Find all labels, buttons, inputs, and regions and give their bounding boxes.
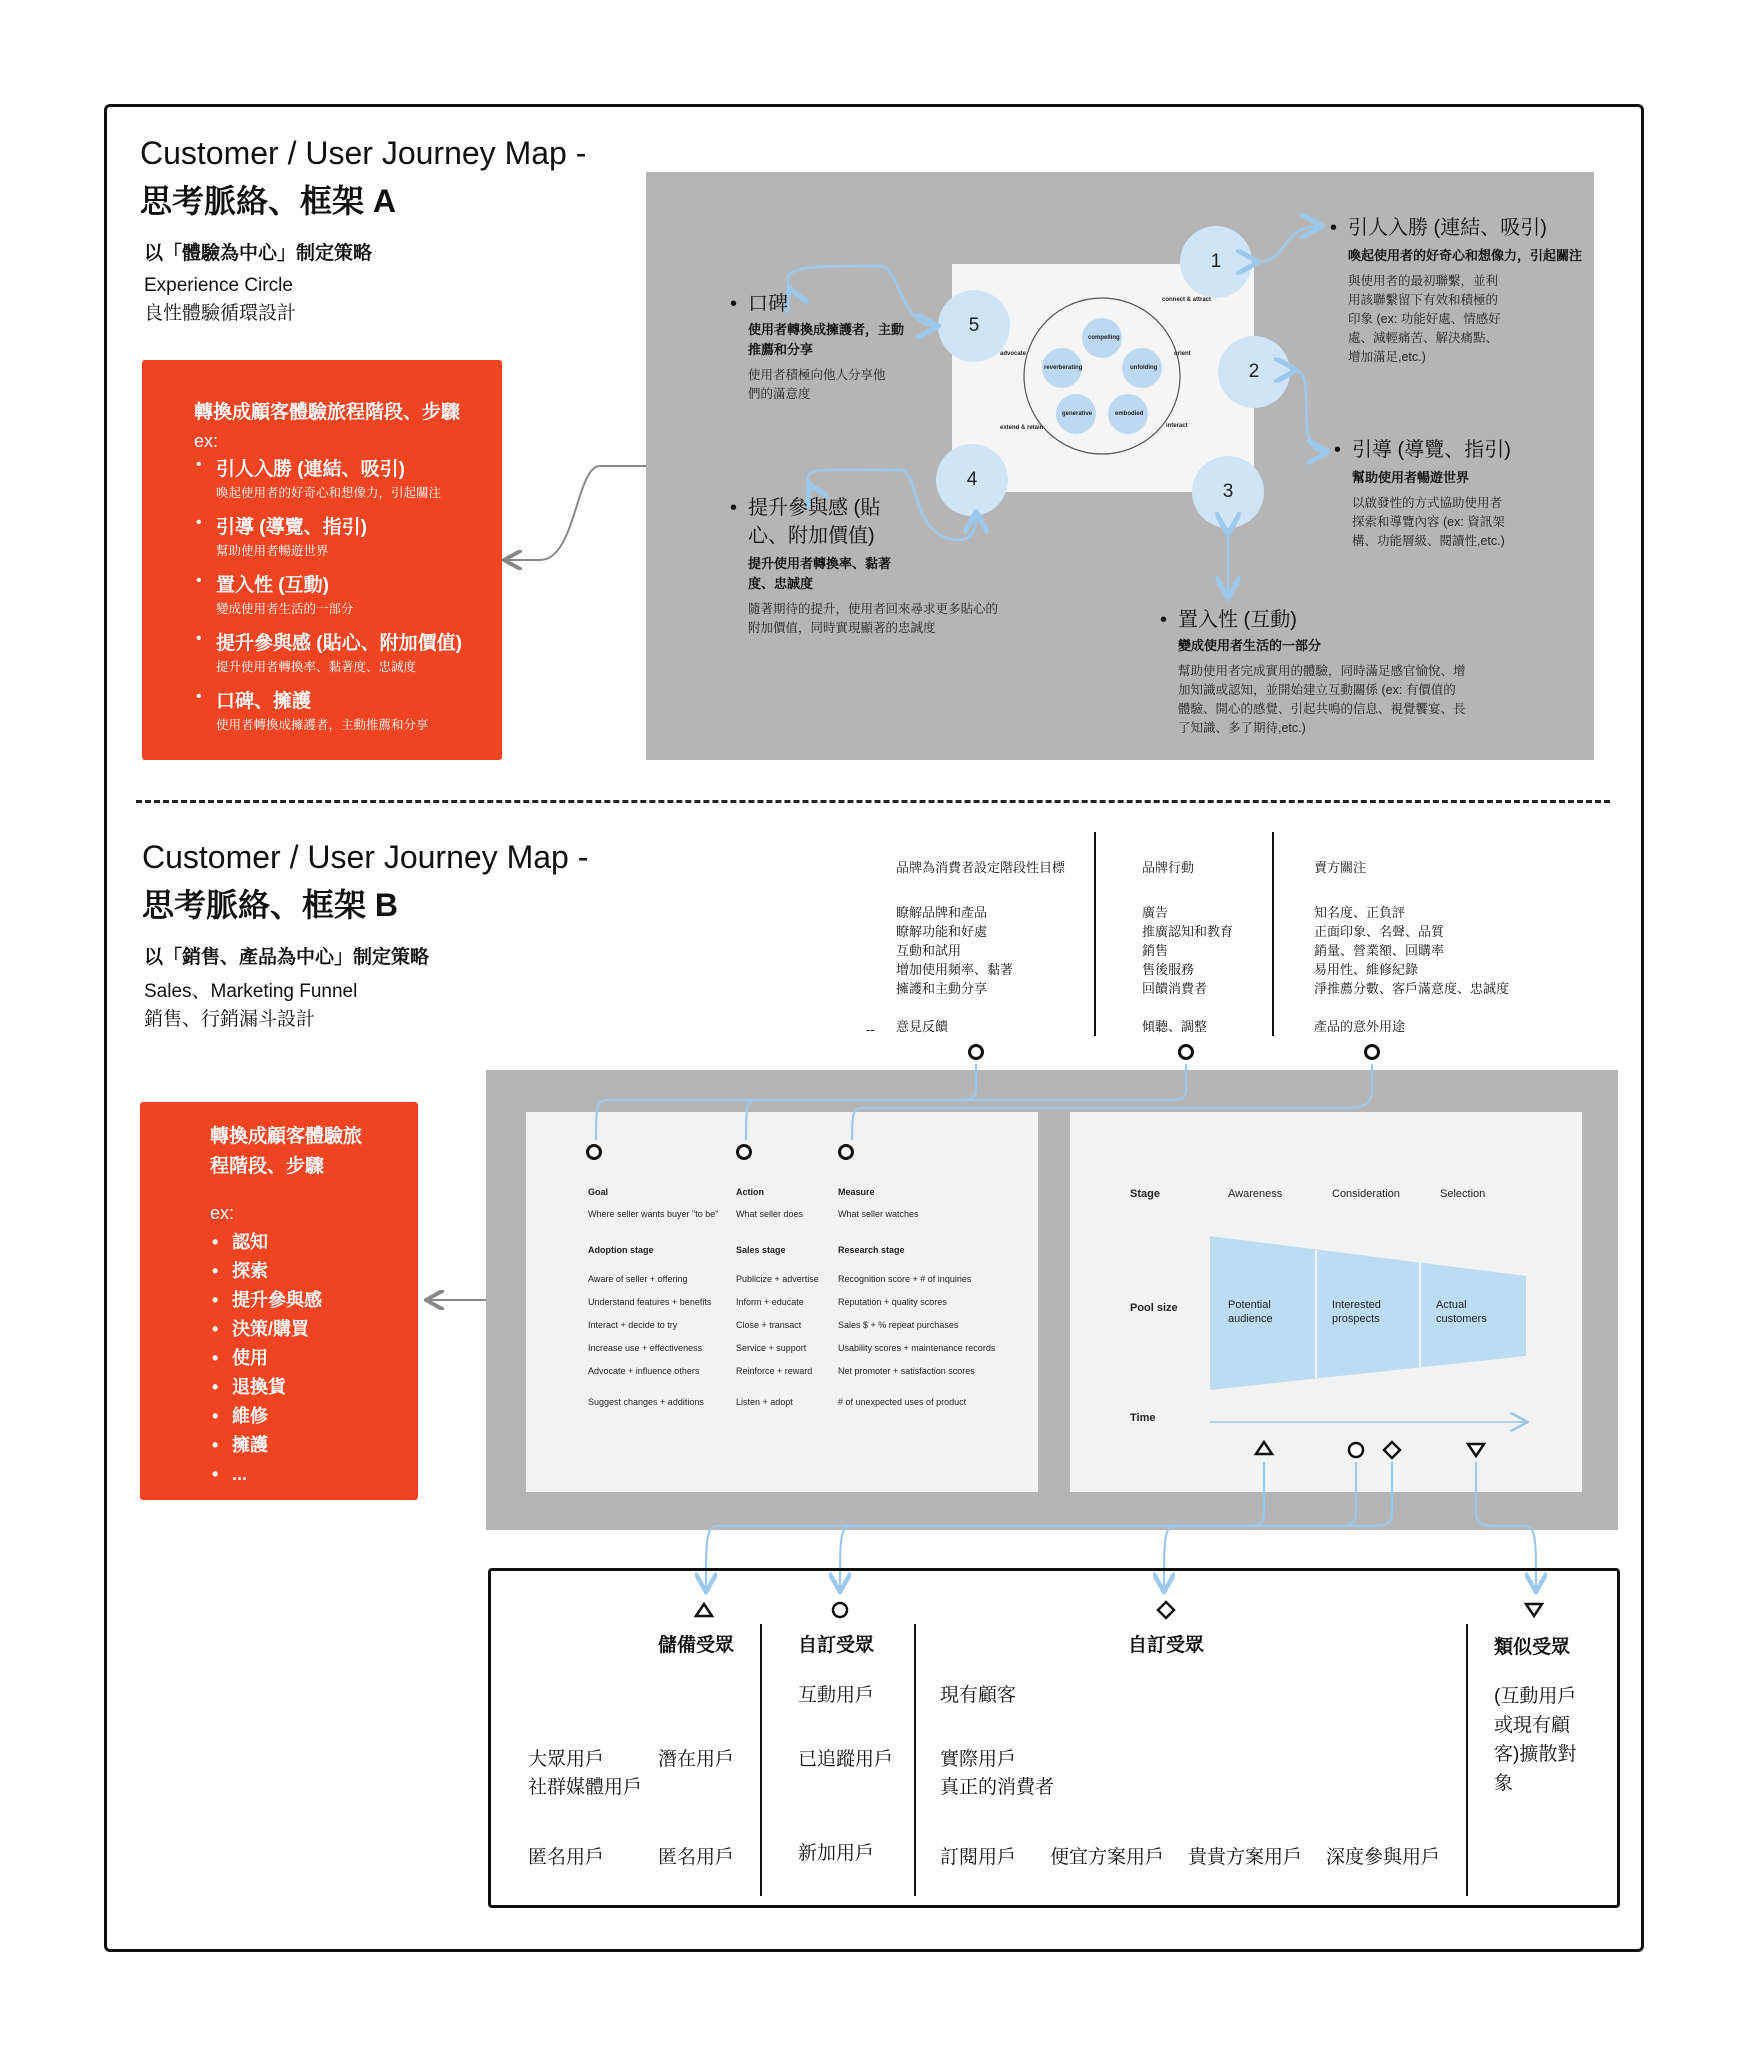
stage-circle-2: 2 (1218, 336, 1290, 408)
audience-item: 互動用戶 (798, 1685, 875, 1706)
section-a-desc-line1: Experience Circle (144, 275, 293, 296)
callout-2-title: • 引導 (導覽、指引) (1334, 436, 1594, 464)
red-b-item: • ... (210, 1460, 418, 1489)
audience-item: 新加用戶 (798, 1843, 875, 1864)
top-col-2-items: 廣告 推廣認知和教育 銷售 售後服務 回饋消費者 (1142, 905, 1234, 996)
callout-3-title: • 置入性 (互動) (1160, 606, 1500, 634)
red-item-label: • 口碑、擁護 (216, 691, 312, 712)
funnel-pool-label: Pool size (1130, 1302, 1178, 1314)
stage-circle-5: 5 (938, 290, 1010, 362)
audience-item: 貴貴方案用戶 (1188, 1847, 1303, 1868)
callout-5-bold: 使用者轉換成擁護者，主動 推薦和分享 (748, 322, 905, 357)
funnel-time-label: Time (1130, 1412, 1156, 1424)
red-b-item: • 探索 (210, 1257, 418, 1286)
audience-item: 訂閱用戶 (940, 1847, 1017, 1868)
red-item-desc: 幫助使用者暢遊世界 (216, 544, 329, 558)
callout-4-title-l2: 心、附加價值) (748, 525, 875, 547)
stage-note: extend & retain (1000, 425, 1044, 431)
stage-note: interact (1166, 423, 1188, 429)
audience-col-divider (1466, 1624, 1468, 1896)
audience-col1-header: 儲備受眾 (658, 1635, 735, 1656)
card-col-head: Action (736, 1187, 764, 1197)
callout-5-desc: 使用者積極向他人分享他 們的滿意度 (748, 368, 886, 401)
callout-3-bold: 變成使用者生活的一部分 (1178, 638, 1322, 653)
callout-4-title-l1: • 提升參與感 (貼 (730, 494, 1010, 522)
audience-item: 社群媒體用戶 (528, 1777, 643, 1798)
callout-4-desc: 隨著期待的提升，使用者回來尋求更多貼心的 附加價值，同時實現顯著的忠誠度 (748, 602, 999, 635)
top-col-3-header: 賣方關注 (1314, 860, 1367, 875)
audience-item: 便宜方案用戶 (1050, 1847, 1165, 1868)
audience-item: 匿名用戶 (658, 1847, 735, 1868)
stage-circle-1: 1 (1180, 226, 1252, 298)
callout-1-desc: 與使用者的最初聯繫，並利 用該聯繫留下有效和積極的 印象 (ex: 功能好處、情感好 處、減輕痛苦、解決痛點、 增加滿足,etc.) (1348, 274, 1501, 364)
red-box-b-title-l1: 轉換成顧客體驗旅 (210, 1126, 363, 1147)
red-b-item: • 使用 (210, 1344, 418, 1373)
section-b-desc-line1: Sales、Marketing Funnel (144, 981, 358, 1002)
red-item-desc: 使用者轉換成擁護者，主動推薦和分享 (216, 718, 429, 732)
callout-3-desc: 幫助使用者完成實用的體驗，同時滿足感官愉悅、增 加知識或認知，並開始建立互動關係 (ex: 有價值的 體驗、開心的感覺、引起共鳴的信息、視覺饗宴、長 了知識、多了期待,etc.) (1178, 664, 1466, 735)
red-b-item: • 擁護 (210, 1431, 418, 1460)
diamond-icon (1158, 1602, 1174, 1618)
card-col-stage: Adoption stage (588, 1245, 654, 1255)
audience-item: 真正的消費者 (940, 1777, 1055, 1798)
card-col-stage: Sales stage (736, 1245, 786, 1255)
stage-circle-4: 4 (936, 444, 1008, 516)
funnel-pool: Actual customers (1436, 1299, 1487, 1325)
red-item-label: • 引人入勝 (連結、吸引) (216, 459, 405, 480)
card-col-last: Listen + adopt (736, 1397, 793, 1407)
callout-1-title: • 引人入勝 (連結、吸引) (1330, 214, 1600, 242)
audience-col3-header: 自訂受眾 (1128, 1635, 1205, 1656)
audience-item: 實際用戶 (940, 1749, 1017, 1770)
section-b-title-line1: Customer / User Journey Map - (142, 839, 589, 875)
top-col-1-header: 品牌為消費者設定階段性目標 (896, 860, 1066, 875)
top-col-1-items: 瞭解品牌和產品 瞭解功能和好處 互動和試用 增加使用頻率、黏著 擁護和主動分享 (896, 905, 1014, 996)
audience-item: 大眾用戶 (528, 1749, 605, 1770)
red-b-item: • 維修 (210, 1402, 418, 1431)
funnel-stage-label: Stage (1130, 1188, 1160, 1200)
section-a-subtitle: 以「體驗為中心」制定策略 (144, 243, 373, 264)
red-item-desc: 喚起使用者的好奇心和想像力，引起關注 (216, 486, 442, 500)
top-col-3-footer: 產品的意外用途 (1314, 1019, 1406, 1034)
audience-item: 已追蹤用戶 (798, 1749, 894, 1770)
audience-col4-header: 類似受眾 (1494, 1637, 1571, 1658)
audience-item: 現有顧客 (940, 1685, 1017, 1706)
audience-col2-header: 自訂受眾 (798, 1635, 875, 1656)
circle-icon (833, 1603, 847, 1617)
bubble-label: embodied (1115, 411, 1144, 417)
red-item-desc: 變成使用者生活的一部分 (216, 602, 354, 616)
red-box-ex: ex: (194, 431, 219, 451)
audience-col4-desc: (互動用戶 或現有顧 客)擴散對 象 (1494, 1686, 1577, 1794)
red-item-label: • 置入性 (互動) (216, 575, 329, 596)
stage-note: advocate (1000, 351, 1027, 357)
bubble-label: compelling (1088, 335, 1120, 341)
card-col-head: Goal (588, 1187, 609, 1197)
section-b-subtitle: 以「銷售、產品為中心」制定策略 (144, 947, 430, 968)
callout-5-title: • 口碑 (730, 290, 930, 318)
callout-4-bold: 提升使用者轉換率、黏著 度、忠誠度 (748, 556, 892, 591)
card-col-last: # of unexpected uses of product (838, 1397, 967, 1407)
card-col-last: Suggest changes + additions (588, 1397, 704, 1407)
card-col-rows: Aware of seller + offering Understand features + benefits Interact + decide to try Increase use + effectiveness Advocate + influence others (588, 1274, 712, 1376)
callout-2-desc: 以啟發性的方式協助使用者 探索和導覽內容 (ex: 資訊架 構、功能層級、閱讀性,etc.) (1352, 496, 1505, 548)
card-col-head: Measure (838, 1187, 875, 1197)
triangle-down-icon (1526, 1604, 1542, 1616)
top-col-2-footer: 傾聽、調整 (1142, 1019, 1208, 1034)
card-col-sub: Where seller wants buyer "to be" (588, 1209, 719, 1219)
card-col-stage: Research stage (838, 1245, 905, 1255)
section-a-desc-line2: 良性體驗循環設計 (144, 303, 297, 324)
funnel-pool: Interested prospects (1332, 1299, 1381, 1325)
audience-item: 潛在用戶 (658, 1749, 735, 1770)
section-b-desc-line2: 銷售、行銷漏斗設計 (144, 1009, 316, 1030)
top-col-3-items: 知名度、正負評 正面印象、名聲、品質 銷量、營業額、回購率 易用性、維修紀錄 淨推薦分數、客戶滿意度、忠誠度 (1314, 905, 1510, 996)
stage-circle-3: 3 (1192, 456, 1264, 528)
triangle-up-icon (696, 1604, 712, 1616)
stage-note: orient (1174, 351, 1191, 357)
section-b-title-line2: 思考脈絡、框架 B (142, 887, 399, 923)
audience-item: 深度參與用戶 (1326, 1847, 1441, 1868)
red-item-label: • 提升參與感 (貼心、附加價值) (216, 633, 462, 654)
funnel-stage: Awareness (1228, 1188, 1283, 1200)
stage-note: connect & attract (1162, 297, 1212, 303)
red-b-item: • 認知 (210, 1228, 418, 1257)
bubble-label: reverberating (1044, 365, 1083, 371)
bubble-label: unfolding (1130, 365, 1158, 371)
audience-col-divider (914, 1624, 916, 1896)
top-col-1-footer: 意見反饋 (896, 1019, 949, 1034)
audience-item: 匿名用戶 (528, 1847, 605, 1868)
card-col-sub: What seller does (736, 1209, 804, 1219)
red-b-item: • 退換貨 (210, 1373, 418, 1402)
card-col-rows: Publicize + advertise Inform + educate Close + transact Service + support Reinforce + reward (736, 1274, 819, 1376)
top-col-2-header: 品牌行動 (1142, 860, 1195, 875)
bubble-label: generative (1062, 411, 1093, 417)
red-box-b-ex: ex: (210, 1203, 235, 1223)
top-col-1-prefix: -- (866, 1022, 875, 1037)
card-col-sub: What seller watches (838, 1209, 919, 1219)
funnel-stage: Consideration (1332, 1188, 1400, 1200)
red-item-label: • 引導 (導覽、指引) (216, 517, 367, 538)
red-box-b-title-l2: 程階段、步驟 (210, 1156, 325, 1177)
callout-2-bold: 幫助使用者暢遊世界 (1352, 470, 1470, 485)
red-b-item: • 提升參與感 (210, 1286, 418, 1315)
section-a-title-line1: Customer / User Journey Map - (140, 135, 587, 171)
red-b-item: • 決策/購買 (210, 1315, 418, 1344)
callout-1-bold: 喚起使用者的好奇心和想像力，引起關注 (1348, 248, 1583, 263)
funnel-stage: Selection (1440, 1188, 1486, 1200)
section-a-title-line2: 思考脈絡、框架 A (140, 183, 397, 219)
funnel-pool: Potential audience (1228, 1299, 1273, 1325)
audience-col-divider (760, 1624, 762, 1896)
red-item-desc: 提升使用者轉換率、黏著度、忠誠度 (216, 660, 417, 674)
card-col-rows: Recognition score + # of inquiries Reputation + quality scores Sales $ + % repeat purchases Usability scores + maintenance records Net promoter + satisfaction scores (838, 1274, 996, 1376)
red-box-title: 轉換成顧客體驗旅程階段、步驟 (194, 402, 461, 423)
